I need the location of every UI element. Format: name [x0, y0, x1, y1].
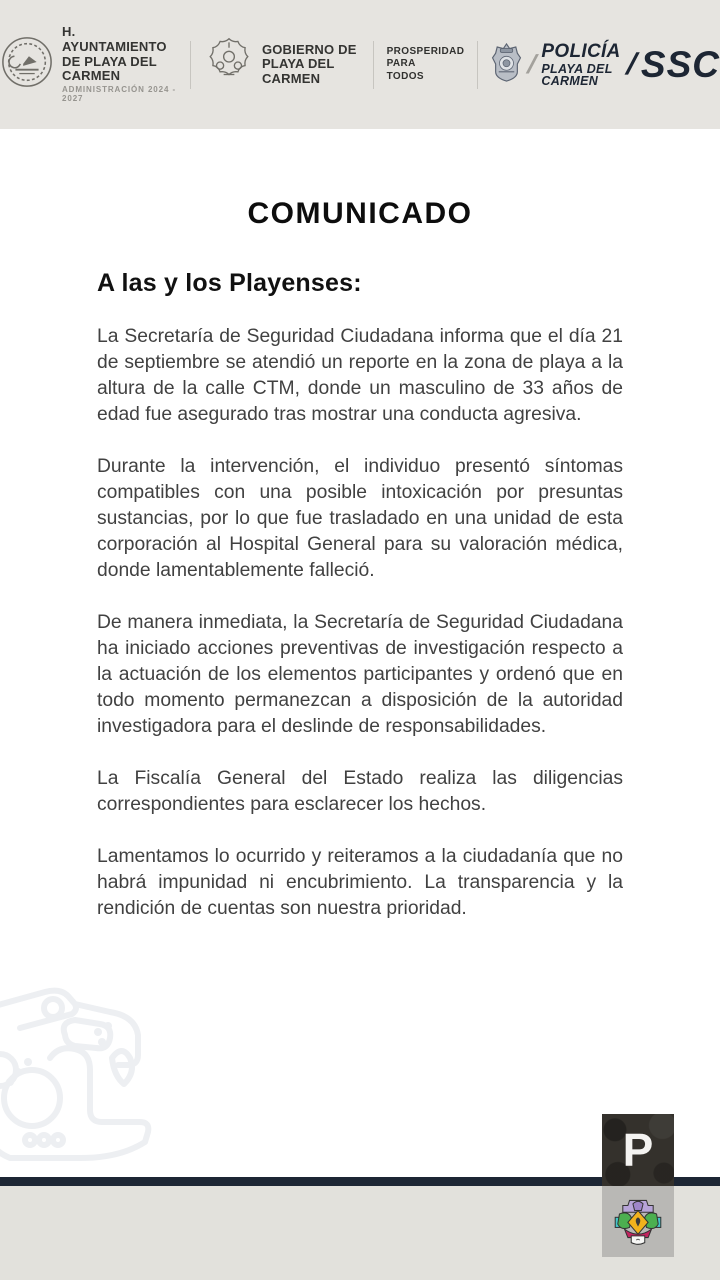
paragraph-4: La Fiscalía General del Estado realiza las diligencias correspondientes para esclarecer los hechos.: [97, 768, 623, 815]
paragraph-3: De manera inmediata, la Secretaría de Seguridad Ciudadana ha iniciado acciones preventivas de investigación respecto a la actuación de los elementos participantes y ordenó que en todo momento permanezcan a disposición de la autoridad investigadora para el deslinde de responsabilidades.: [97, 612, 623, 737]
header-logo-row: [0, 25, 720, 103]
municipal-seal-icon: [0, 35, 54, 94]
ayuntamiento-line3: ADMINISTRACIÓN 2024 - 2027: [62, 84, 177, 103]
ayuntamiento-line1: H. AYUNTAMIENTO: [62, 24, 167, 54]
paragraph-2: Durante la intervención, el individuo presentó síntomas compatibles con una posible intoxicación por presuntas sustancias, por lo que fue trasladado en una unidad de esta corporación al Hospital General para su valoración médica, donde lamentablemente falleció.: [97, 456, 623, 581]
prosperidad-line3: TODOS: [386, 70, 424, 82]
policia-text: [541, 42, 620, 88]
header-divider: [477, 41, 478, 89]
document-body: [0, 129, 720, 948]
header-divider: [373, 41, 374, 89]
gobierno-line2: PLAYA DEL CARMEN: [261, 56, 335, 86]
serpent-watermark: [0, 980, 180, 1185]
slash-divider: /: [526, 49, 538, 79]
prosperidad-line2: PARA: [386, 58, 416, 70]
salutation-heading: A las y los Playenses:: [97, 269, 362, 297]
police-badge-icon: [491, 42, 522, 88]
gobierno-line1: GOBIERNO DE: [261, 41, 357, 57]
playa-emblem-icon: [611, 1192, 665, 1251]
ayuntamiento-line2: DE PLAYA DEL CARMEN: [62, 53, 157, 84]
slash-divider: /: [624, 47, 638, 81]
gobierno-text: [262, 43, 360, 87]
government-crest-icon: [204, 34, 254, 95]
header-divider: [190, 41, 191, 89]
policia-subname: PLAYA DEL CARMEN: [541, 61, 613, 88]
paragraph-block: [0, 324, 720, 922]
header-bar: [0, 0, 720, 129]
policia-name: POLICÍA: [541, 40, 621, 62]
paragraph-1: La Secretaría de Seguridad Ciudadana informa que el día 21 de septiembre se atendió un reporte en la zona de playa a la altura de la calle CTM, donde un masculino de 33 años de edad fue asegurado tras mostrar una conducta agresiva.: [97, 326, 623, 425]
ayuntamiento-text: [62, 25, 177, 103]
prosperidad-text: [387, 46, 465, 84]
p-monogram-tile: [602, 1114, 674, 1186]
gobierno-brand: [204, 34, 360, 95]
ssc-wordmark: SSC: [640, 43, 720, 85]
prosperidad-line1: PROSPERIDAD: [386, 45, 465, 57]
paragraph-5: Lamentamos lo ocurrido y reiteramos a la ciudadanía que no habrá impunidad ni encubrimiento. La transparencia y la rendición de cuentas son nuestra prioridad.: [97, 846, 623, 919]
policia-brand: [491, 42, 720, 88]
ayuntamiento-brand: [0, 25, 177, 103]
playa-emblem-tile: [602, 1186, 674, 1257]
page-title: COMUNICADO: [247, 197, 473, 230]
p-monogram: P: [622, 1124, 654, 1176]
